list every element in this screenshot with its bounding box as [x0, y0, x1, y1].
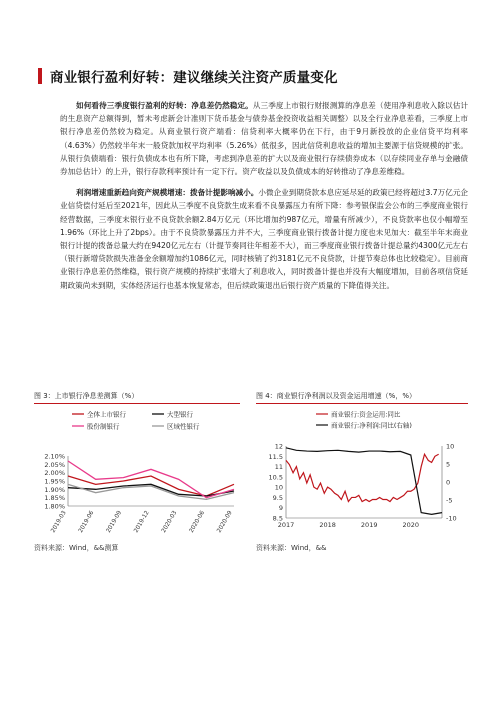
paragraph-1-lead: 如何看待三季度银行盈利的好转：净息差仍然稳定。 — [76, 101, 253, 110]
x-tick-label: 2019-06 — [78, 510, 96, 534]
left-tick-label: 9.5 — [272, 493, 283, 502]
figure2-caption: 图 4：商业银行净利润以及资金运用增速（%，%） — [256, 391, 468, 404]
y-tick-label: 1.95% — [44, 477, 65, 486]
x-tick-label: 2018 — [319, 521, 336, 529]
paragraph-2-lead: 利润增速重新趋向资产规模增速：拨备计提影响减小。 — [76, 188, 259, 198]
x-tick-label: 2019-09 — [105, 510, 124, 534]
figure1-chart — [34, 406, 242, 540]
legend-label-2: 商业银行:净利润:同比(右轴) — [331, 421, 412, 430]
figure1-source: 资料来源：Wind，&&测算 — [34, 544, 119, 552]
x-tick-label: 2017 — [277, 521, 295, 529]
right-tick-label: 0 — [446, 478, 451, 487]
paragraph-2 — [60, 186, 468, 292]
legend-label-3: 股份制银行 — [87, 422, 120, 431]
heading-text: 商业银行盈利好转：建议继续关注资产质量变化 — [50, 70, 338, 86]
x-tick-label: 2020-03 — [161, 510, 179, 534]
figure1-caption: 图 3：上市银行净息差测算（%） — [34, 391, 240, 404]
y-tick-label: 2.05% — [44, 460, 65, 469]
left-tick-label: 12 — [274, 442, 283, 451]
right-tick-label: -5 — [446, 496, 453, 505]
figure2-chart — [256, 406, 468, 540]
y-tick-label: 1.90% — [44, 485, 65, 494]
legend-label-4: 区域性银行 — [167, 422, 200, 431]
heading-accent-bar — [38, 68, 42, 84]
series-line-1 — [286, 454, 439, 501]
x-tick-label: 2019 — [360, 521, 378, 529]
x-tick-label: 2019-03 — [50, 510, 68, 534]
paragraph-1-text: 从三季度上市银行财报测算的净息差（使用净利息收入除以估计的生息资产总额得到，暂未考虑新会计准则下货币基金与债券基金投资收益相关调整）以及全行业净息差看，三季度上市银行净息差仍然较为稳定。从商业银行资产端看：信贷利率大概率仍在下行，由于9月新投放的企业信贷平均利率（4.63%）仍然较半年末一般贷款加权平均利率（5.26%）低很多，因此信贷利息收益的增加主要源于信贷规模的扩张。从银行负债端看：银行负债成本也有所下降，考虑到净息差的扩大以及商业银行存续债券成本（以存续同业存单与金融债券加总估计）的上升，银行存款利率预计有一定下行。资产收益以及负债成本的好转推动了净息差维稳。 — [60, 101, 468, 177]
left-tick-label: 9 — [278, 504, 283, 513]
y-tick-label: 2.10% — [44, 452, 65, 461]
legend-label-2: 大型银行 — [167, 410, 193, 419]
paragraph-1 — [60, 99, 468, 178]
y-tick-label: 2.00% — [44, 469, 65, 478]
y-tick-label: 1.85% — [44, 494, 65, 503]
left-tick-label: 11.5 — [268, 452, 283, 461]
right-tick-label: -10 — [446, 514, 457, 523]
right-tick-label: 5 — [446, 460, 451, 469]
left-tick-label: 8.5 — [272, 514, 283, 523]
figure2-source: 资料来源：Wind，&& — [256, 544, 327, 552]
x-tick-label: 2019-12 — [133, 510, 151, 534]
x-tick-label: 2020-06 — [188, 510, 207, 534]
body-text — [60, 99, 468, 300]
right-tick-label: 10 — [446, 442, 455, 451]
legend-label-1: 商业银行:资金运用:同比 — [331, 410, 401, 419]
left-tick-label: 10.5 — [268, 473, 283, 482]
legend-label-1: 全体上市银行 — [87, 410, 126, 419]
x-tick-label: 2020 — [402, 521, 420, 529]
y-tick-label: 1.80% — [44, 502, 65, 511]
paragraph-2-text: 小微企业到期贷款本息应延尽延的政策已经将超过3.7万亿元企业信贷偿付延后至2021年，因此从三季度不良贷款生成来看不良暴露压力有所下降：参考银保监会公布的三季度商业银行经营数据，三季度末银行业不良贷款余额2.84万亿元（环比增加约987亿元，增量有所减少），不良贷款率也仅小幅增至1.96%（环比上升了2bps）。由于不良贷款暴露压力并不大，三季度商业银行拨备计提力度也未见加大：截至半年末商业银行计提的拨备总量大约在9420亿元左右（计提节奏同往年相差不大），而三季度商业银行拨备计提总量约4300亿元左右（银行新增贷款损失准备金余额增加约1086亿元，同时核销了约3181亿元不良贷款，计提节奏总体也比较稳定）。目前商业银行净息差仍然维稳，银行资产规模的持续扩张增大了利息收入，同时拨备计提也并没有大幅度增加，目前各项信贷延期政策尚未到期，实体经济运行也基本恢复常态，但后续政策退出后银行资产质量的下降值得关注。 — [60, 188, 469, 290]
x-tick-label: 2020-09 — [216, 510, 234, 534]
section-heading — [38, 66, 468, 86]
left-tick-label: 10 — [274, 483, 283, 492]
left-tick-label: 11 — [274, 463, 283, 472]
